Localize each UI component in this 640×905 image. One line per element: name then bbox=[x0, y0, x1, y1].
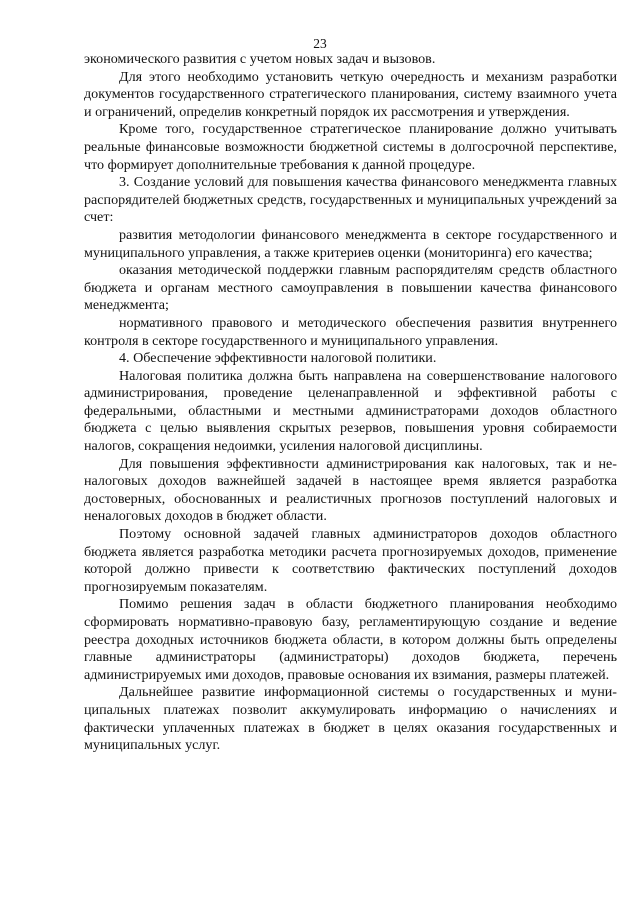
paragraph: Для этого необходимо установить четкую очередность и механизм разработки документов государственного стратегического планирования, систему взаимного учета и ограничений, определив конкретный порядок их рассмотрения и утверждения. bbox=[84, 68, 617, 120]
paragraph: 4. Обеспечение эффективности налоговой политики. bbox=[119, 350, 437, 367]
body-text bbox=[84, 51, 617, 755]
paragraph: 3. Создание условий для повышения качества финансового менеджмента главных распорядителей бюджетных средств, государственных и муниципальных учреждений за счет: bbox=[84, 174, 617, 226]
paragraph: Налоговая политика должна быть направлена на совершенствование налогового администрирования, проведение целенаправленной и эффективной работы с федеральными, областными и местными администраторами доходов областного бюджета с целью выявления скрытых резервов, повышения уровня собираемости налогов, сокращения недоимки, усиления налоговой дисциплины. bbox=[84, 367, 617, 455]
paragraph: оказания методической поддержки главным распорядителям средств областного бюджета и органам местного самоуправления в повышении качества финансового менеджмента; bbox=[84, 262, 617, 314]
paragraph: Для повышения эффективности администрирования как налоговых, так и неналоговых доходов важнейшей задачей в настоящее время является разработка достоверных, обоснованных и реалистичных прогнозов поступлений налоговых и неналоговых доходов в бюджет области. bbox=[84, 455, 617, 525]
paragraph: Помимо решения задач в области бюджетного планирования необходимо сформировать нормативно-правовую базу, регламентирующую создание и ведение реестра доходных источников бюджета области, в котором должны быть определены главные администраторы (администраторы) доходов бюджета, перечень администрируемых ими доходов, правовые основания их взимания, размеры платежей. bbox=[84, 596, 617, 683]
paragraph: Поэтому основной задачей главных администраторов доходов областного бюджета является разработка методики расчета прогнозируемых доходов, применение которой должно привести к соответствию фактических поступлений доходов прогнозируемым показателям. bbox=[84, 526, 617, 595]
paragraph: Дальнейшее развитие информационной системы о государственных и муниципальных платежах позволит аккумулировать информацию о начислениях и фактически уплаченных платежах в бюджет в целях оказания государственных и муниципальных услуг. bbox=[84, 684, 617, 754]
paragraph: развития методологии финансового менеджмента в секторе государственного и муниципального управления, а также критериев оценки (мониторинга) его качества; bbox=[84, 226, 617, 261]
paragraph: нормативного правового и методического обеспечения развития внутреннего контроля в секторе государственного и муниципального управления. bbox=[84, 314, 617, 349]
paragraph: экономического развития с учетом новых задач и вызовов. bbox=[84, 51, 436, 67]
page-number: 23 bbox=[313, 36, 327, 51]
paragraph: Кроме того, государственное стратегическое планирование должно учитывать реальные финансовые возможности бюджетной системы в долгосрочной перспективе, что формирует дополнительные требования к данной процедуре. bbox=[84, 121, 617, 173]
